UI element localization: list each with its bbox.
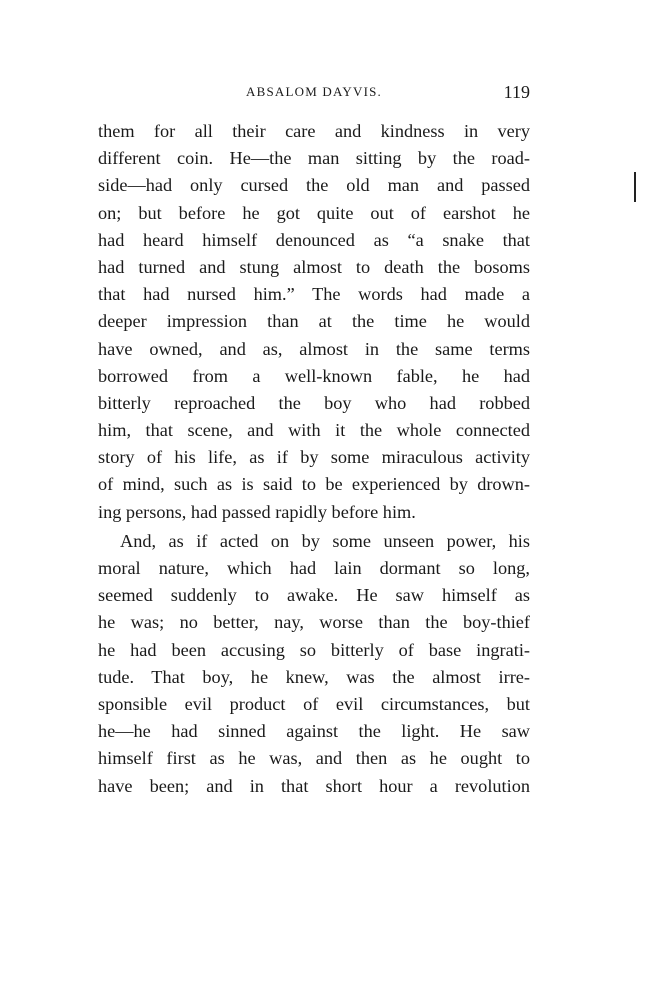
text-line: tude. That boy, he knew, was the almost irre- bbox=[98, 666, 530, 687]
text-line: he—he had sinned against the light. He saw bbox=[98, 721, 530, 742]
text-line: bitterly reproached the boy who had robbed bbox=[98, 392, 530, 413]
text-line: have owned, and as, almost in the same terms bbox=[98, 338, 530, 359]
text-line: on; but before he got quite out of earshot he bbox=[98, 202, 530, 223]
text-line: of mind, such as is said to be experienced by drown- bbox=[98, 474, 530, 495]
text-line: had heard himself denounced as “a snake that bbox=[98, 229, 530, 250]
text-line: that had nursed him.” The words had made a bbox=[98, 284, 530, 305]
margin-mark bbox=[634, 172, 636, 202]
text-line: And, as if acted on by some unseen power, his bbox=[120, 530, 530, 551]
running-head bbox=[98, 84, 530, 106]
paragraph-2 bbox=[98, 528, 530, 800]
text-line: them for all their care and kindness in very bbox=[98, 121, 530, 141]
text-line: he was; no better, nay, worse than the boy-thief bbox=[98, 612, 530, 633]
text-line: seemed suddenly to awake. He saw himself as bbox=[98, 585, 530, 606]
text-line: sponsible evil product of evil circumstances, but bbox=[98, 693, 530, 714]
page-number: 119 bbox=[503, 82, 530, 102]
text-line: deeper impression than at the time he would bbox=[98, 311, 530, 332]
text-line: had turned and stung almost to death the bosoms bbox=[98, 256, 530, 277]
text-line: himself first as he was, and then as he ought to bbox=[98, 748, 530, 769]
text-line: different coin. He—the man sitting by the road- bbox=[98, 148, 530, 169]
text-line: he had been accusing so bitterly of base ingrati- bbox=[98, 639, 530, 660]
running-title: ABSALOM DAYVIS. bbox=[246, 84, 382, 99]
text-line: side—had only cursed the old man and passed bbox=[98, 175, 530, 196]
body-text bbox=[98, 118, 530, 800]
text-line: ing persons, had passed rapidly before him. bbox=[98, 501, 416, 522]
text-line: moral nature, which had lain dormant so long, bbox=[98, 558, 530, 578]
text-line: him, that scene, and with it the whole connected bbox=[98, 420, 530, 441]
text-line: have been; and in that short hour a revolution bbox=[98, 775, 530, 796]
text-line: story of his life, as if by some miraculous activity bbox=[98, 447, 530, 468]
paragraph-1 bbox=[98, 118, 530, 526]
text-line: borrowed from a well-known fable, he had bbox=[98, 365, 530, 386]
